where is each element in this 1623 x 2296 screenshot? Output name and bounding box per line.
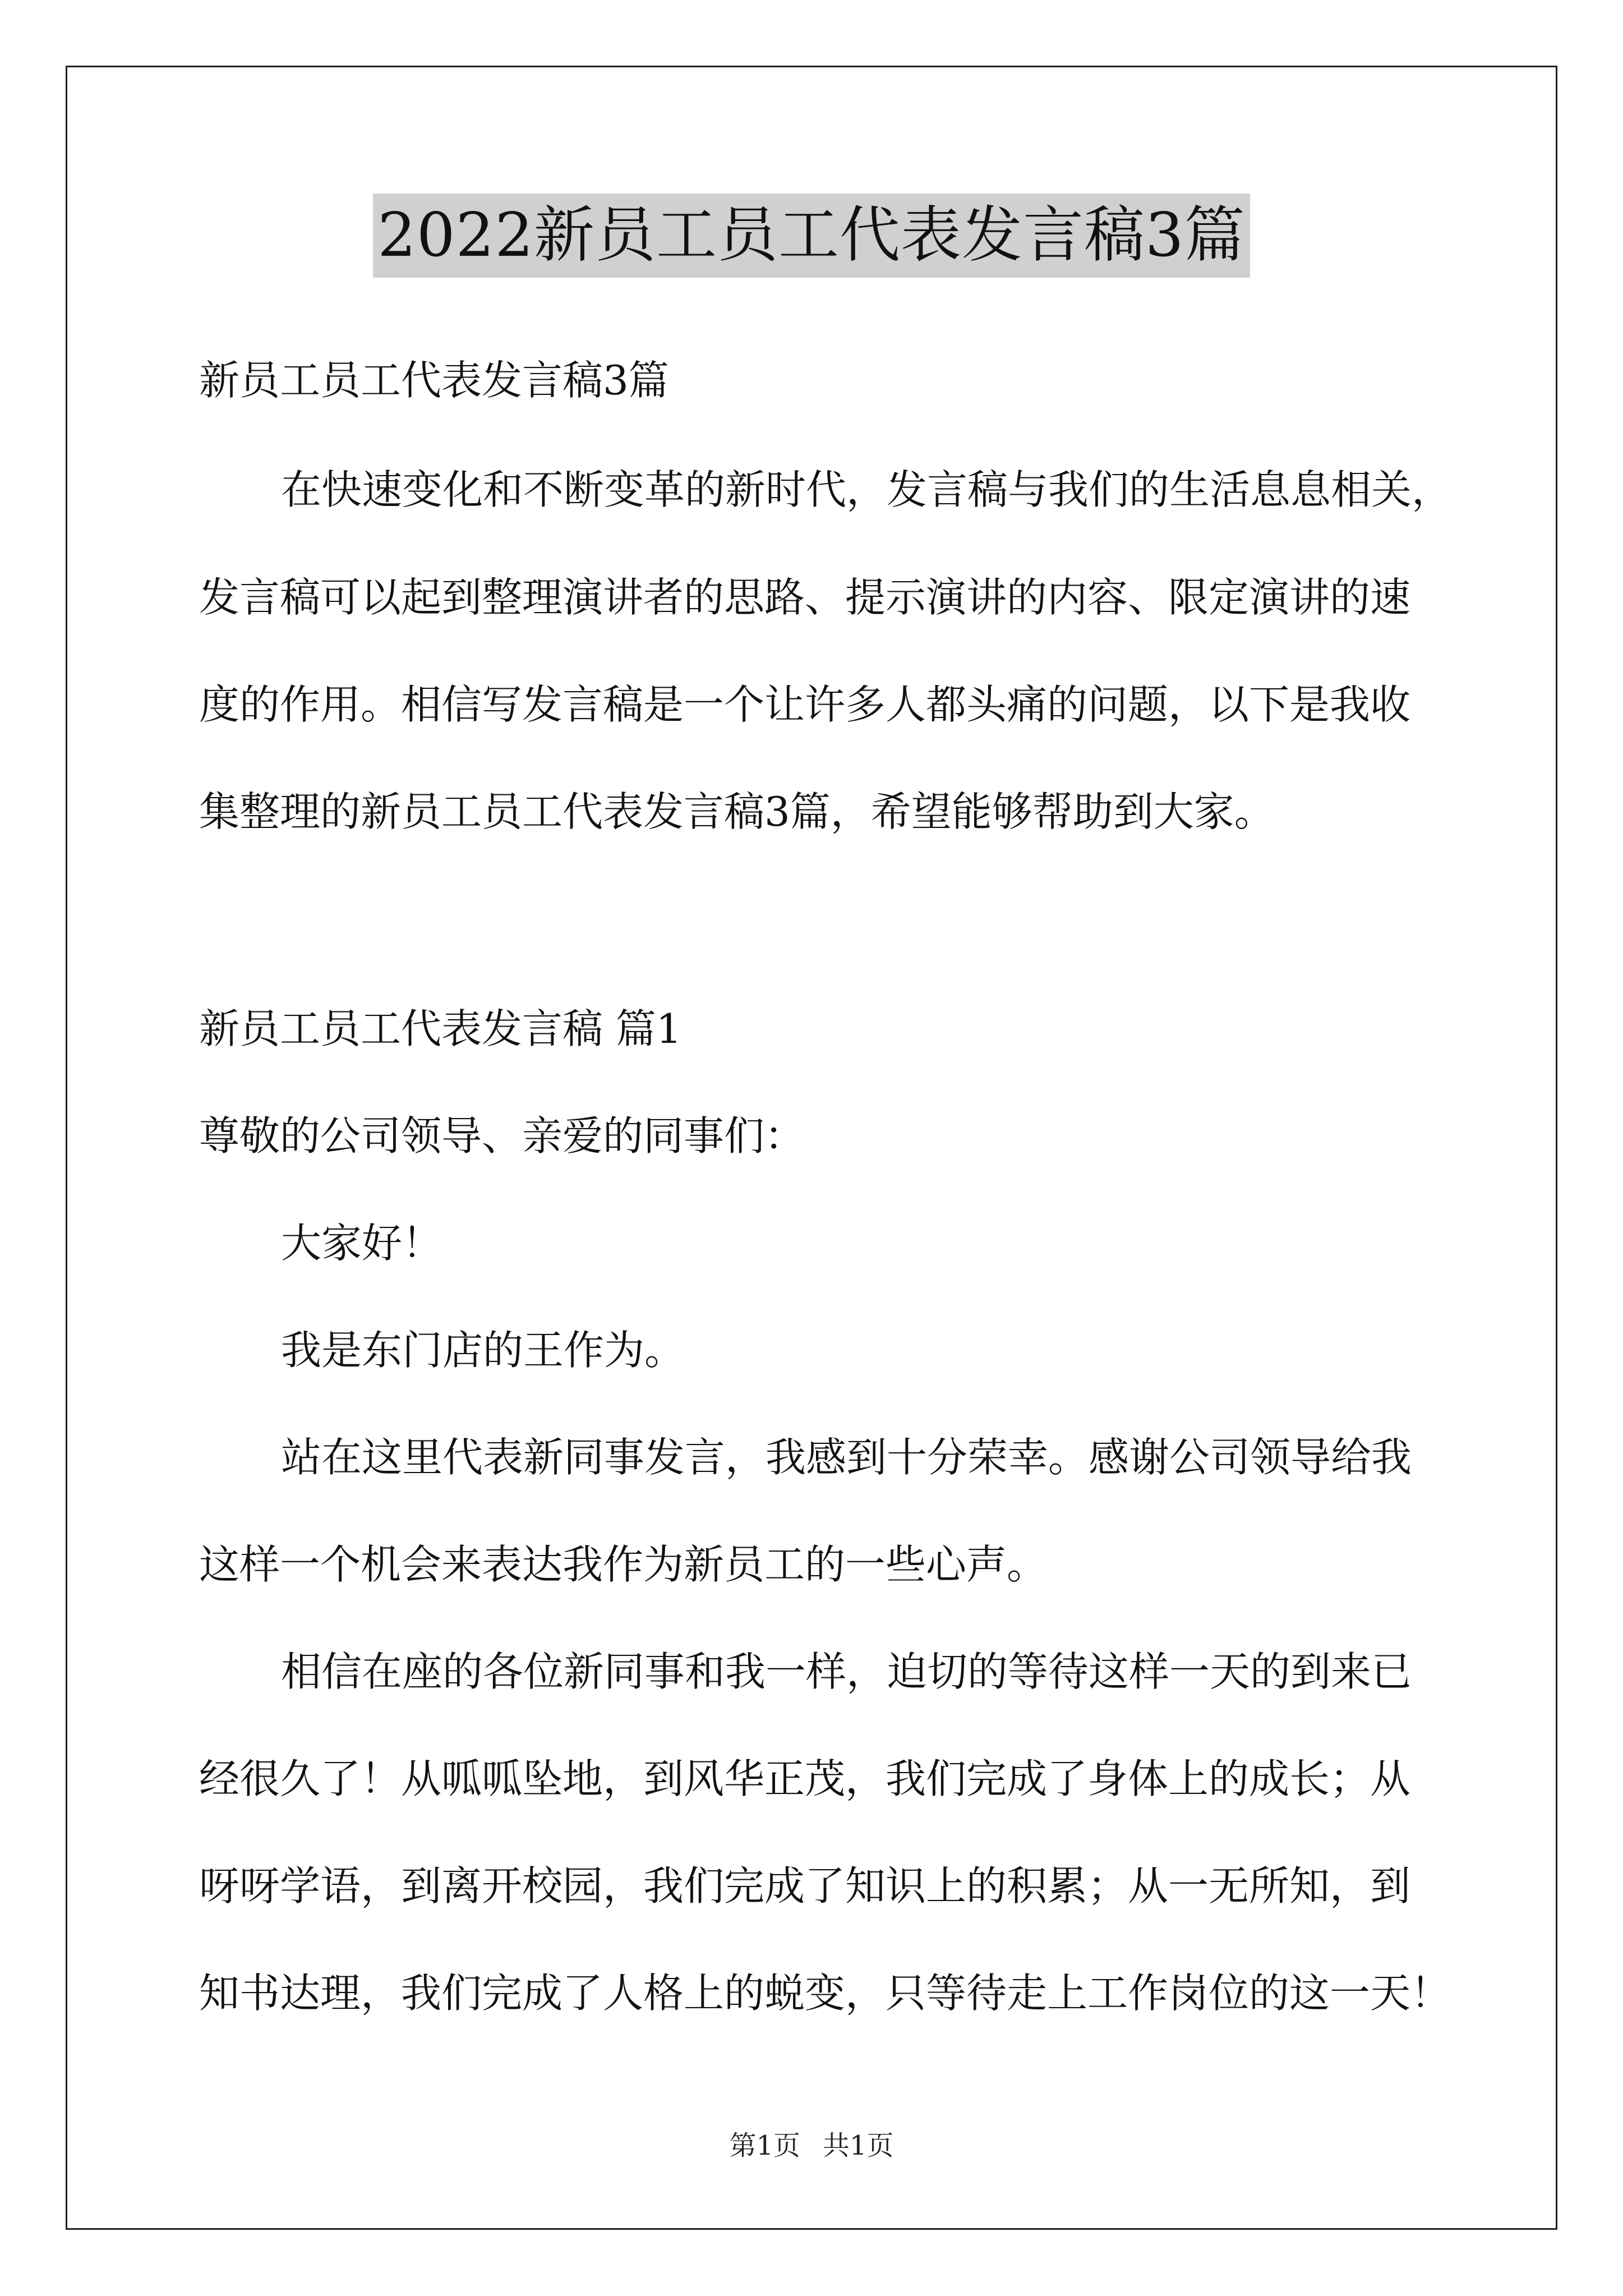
intro-line: 度的作用。相信写发言稿是一个让许多人都头痛的问题，以下是我收 (199, 681, 1411, 728)
paragraph-line: 经很久了！从呱呱坠地，到风华正茂，我们完成了身体上的成长；从 (199, 1755, 1411, 1802)
paragraph-line: 站在这里代表新同事发言，我感到十分荣幸。感谢公司领导给我 (281, 1434, 1412, 1481)
salutation: 尊敬的公司领导、亲爱的同事们： (199, 1112, 805, 1159)
paragraph-line: 这样一个机会来表达我作为新员工的一些心声。 (199, 1541, 1048, 1588)
document-subtitle: 新员工员工代表发言稿3篇 (199, 357, 669, 404)
title-container (0, 194, 1623, 278)
section-heading: 新员工员工代表发言稿 篇1 (199, 1005, 682, 1052)
paragraph-line: 知书达理，我们完成了人格上的蜕变，只等待走上工作岗位的这一天！ (199, 1970, 1451, 2017)
intro-line: 发言稿可以起到整理演讲者的思路、提示演讲的内容、限定演讲的速 (199, 574, 1411, 621)
paragraph-line: 相信在座的各位新同事和我一样，迫切的等待这样一天的到来已 (281, 1648, 1412, 1695)
page-footer (0, 2129, 1623, 2162)
paragraph-line: 呀呀学语，到离开校园，我们完成了知识上的积累；从一无所知，到 (199, 1862, 1411, 1910)
page-number: 第1页 (729, 2130, 800, 2161)
intro-line: 集整理的新员工员工代表发言稿3篇，希望能够帮助到大家。 (199, 788, 1275, 835)
page-total: 共1页 (823, 2130, 894, 2161)
intro-line: 在快速变化和不断变革的新时代，发言稿与我们的生活息息相关， (281, 466, 1453, 513)
document-title: 2022新员工员工代表发言稿3篇 (373, 194, 1250, 278)
greeting: 大家好！ (281, 1220, 443, 1267)
self-intro: 我是东门店的王作为。 (281, 1327, 685, 1374)
